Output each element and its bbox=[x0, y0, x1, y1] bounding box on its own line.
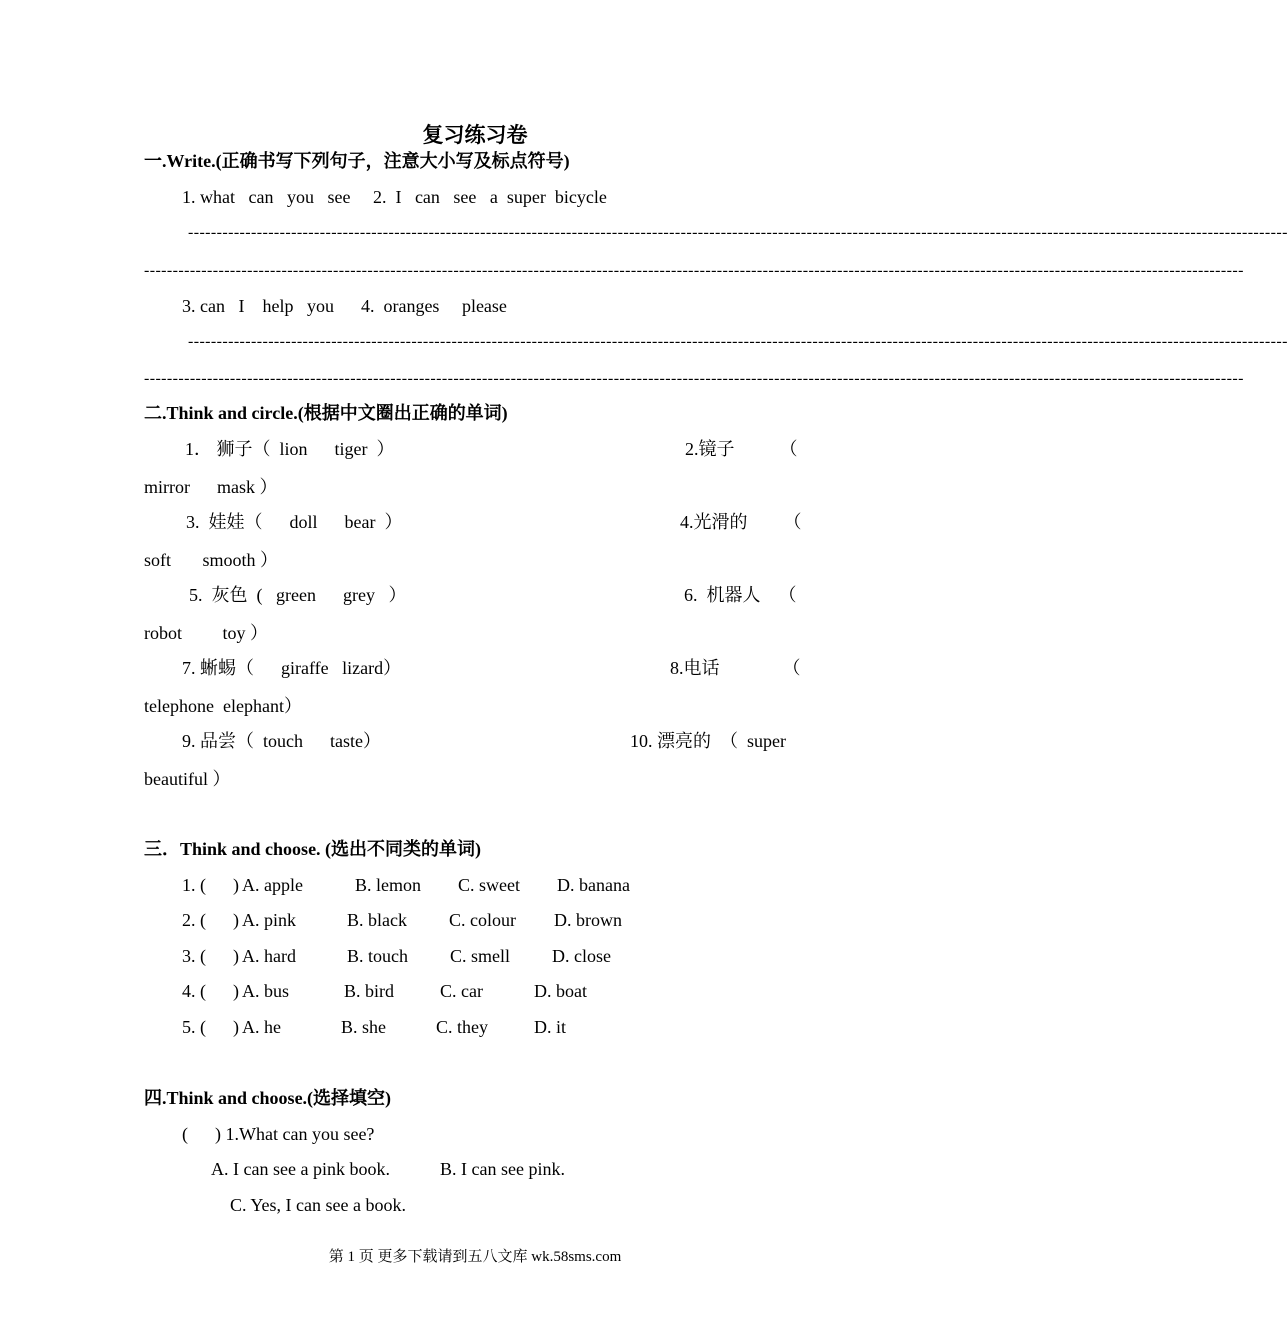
option-b: B. black bbox=[347, 910, 407, 930]
question-1-option-b: B. I can see pink. bbox=[440, 1159, 565, 1179]
option-d: D. boat bbox=[534, 981, 587, 1001]
s1-sentences-line-1: 1. what can you see 2. I can see a super bicycle bbox=[182, 187, 607, 207]
circle-item-10: 10. 漂亮的 （ super bbox=[630, 731, 786, 751]
option-a: A. he bbox=[242, 1017, 281, 1037]
option-b: B. she bbox=[341, 1017, 386, 1037]
circle-item-9: 9. 品尝（ touch taste） bbox=[182, 731, 381, 751]
writing-line-2b[interactable]: ------------------------------------------------------------------------------------------------------------------------------------------------------------------------------------------------ bbox=[144, 370, 1244, 387]
option-b: B. bird bbox=[344, 981, 395, 1001]
option-c: C. car bbox=[440, 981, 483, 1001]
option-c: C. they bbox=[436, 1017, 488, 1037]
option-d: D. banana bbox=[557, 875, 630, 895]
option-a: A. apple bbox=[242, 875, 303, 895]
option-b: B. touch bbox=[347, 946, 408, 966]
circle-item-10-options: beautiful ） bbox=[144, 769, 231, 789]
option-d: D. brown bbox=[554, 910, 622, 930]
option-d: D. close bbox=[552, 946, 611, 966]
circle-item-6-options: robot toy ） bbox=[144, 623, 268, 643]
question-1: ( ) 1.What can you see? bbox=[182, 1124, 375, 1144]
option-c: C. colour bbox=[449, 910, 516, 930]
section-3-heading: 三．Think and choose. (选出不同类的单词) bbox=[144, 839, 482, 859]
circle-item-2: 2.镜子 （ bbox=[685, 439, 798, 459]
question-1-option-a: A. I can see a pink book. bbox=[211, 1159, 390, 1179]
question-number: 4. ( ) bbox=[182, 981, 239, 1001]
circle-item-3: 3. 娃娃（ doll bear ） bbox=[186, 512, 403, 532]
page-footer: 第 1 页 更多下载请到五八文库 wk.58sms.com bbox=[328, 1249, 622, 1265]
writing-line-1b[interactable]: ------------------------------------------------------------------------------------------------------------------------------------------------------------------------------------------------ bbox=[144, 262, 1244, 279]
section-2-heading: 二.Think and circle.(根据中文圈出正确的单词) bbox=[144, 403, 508, 423]
option-d: D. it bbox=[534, 1017, 567, 1037]
circle-item-4: 4.光滑的 （ bbox=[680, 512, 802, 532]
circle-item-4-options: soft smooth ） bbox=[144, 550, 279, 570]
option-a: A. pink bbox=[242, 910, 296, 930]
question-number: 1. ( ) bbox=[182, 875, 239, 895]
option-a: A. hard bbox=[242, 946, 296, 966]
section-4-heading: 四.Think and choose.(选择填空) bbox=[144, 1088, 392, 1108]
option-c: C. smell bbox=[450, 946, 511, 966]
question-1-option-c: C. Yes, I can see a book. bbox=[230, 1195, 406, 1215]
circle-item-2-options: mirror mask ） bbox=[144, 477, 278, 497]
circle-item-1: 1． 狮子（ lion tiger ） bbox=[185, 439, 395, 459]
question-number: 5. ( ) bbox=[182, 1017, 239, 1037]
s1-sentences-line-2: 3. can I help you 4. oranges please bbox=[182, 296, 507, 316]
page-title: 复习练习卷 bbox=[422, 123, 528, 147]
writing-line-2a[interactable]: ------------------------------------------------------------------------------------------------------------------------------------------------------------------------------------------------ bbox=[188, 333, 1288, 350]
section-1-heading: 一.Write.(正确书写下列句子，注意大小写及标点符号) bbox=[144, 151, 570, 171]
circle-item-8-options: telephone elephant） bbox=[144, 696, 302, 716]
circle-item-5: 5. 灰色 ( green grey ） bbox=[189, 585, 407, 605]
question-number: 3. ( ) bbox=[182, 946, 239, 966]
writing-line-1a[interactable]: ------------------------------------------------------------------------------------------------------------------------------------------------------------------------------------------------ bbox=[188, 224, 1288, 241]
circle-item-8: 8.电话 （ bbox=[670, 658, 801, 678]
option-c: C. sweet bbox=[458, 875, 520, 895]
option-a: A. bus bbox=[242, 981, 290, 1001]
circle-item-6: 6. 机器人 （ bbox=[684, 585, 797, 605]
option-b: B. lemon bbox=[355, 875, 421, 895]
question-number: 2. ( ) bbox=[182, 910, 239, 930]
circle-item-7: 7. 蜥蜴（ giraffe lizard） bbox=[182, 658, 402, 678]
